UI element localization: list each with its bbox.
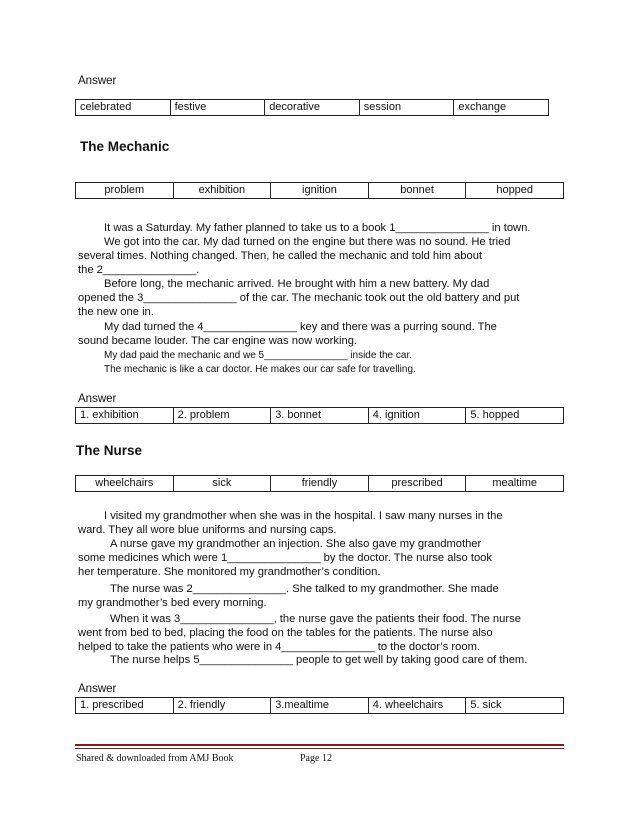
passage-line: some medicines which were 1_______________ by the doctor. The nurse also took	[78, 552, 492, 564]
answer-cell: 4. wheelchairs	[368, 698, 466, 714]
passage-line: The mechanic is like a car doctor. He makes our car safe for travelling.	[104, 364, 416, 375]
answer-cell: 2. problem	[173, 408, 271, 424]
answer-cell: 2. friendly	[173, 698, 271, 714]
word-cell: mealtime	[466, 476, 564, 492]
passage-line: We got into the car. My dad turned on the engine but there was no sound. He tried	[104, 236, 511, 248]
word-cell: exhibition	[173, 183, 271, 199]
answer-cell: 5. hopped	[466, 408, 564, 424]
word-cell: bonnet	[368, 183, 466, 199]
answer-cell: festive	[170, 100, 265, 116]
footer-source: Shared & downloaded from AMJ Book	[76, 753, 234, 764]
word-cell: prescribed	[368, 476, 466, 492]
nurse-word-bank	[75, 475, 564, 492]
answer-cell: celebrated	[76, 100, 171, 116]
answer-label-2: Answer	[78, 393, 117, 405]
nurse-answer-table	[75, 697, 564, 714]
passage-line: It was a Saturday. My father planned to take us to a book 1_______________ in town.	[104, 222, 531, 234]
passage-line: my grandmother’s bed every morning.	[78, 597, 267, 609]
passage-line: sound became louder. The car engine was now working.	[78, 335, 358, 347]
footer-page-number: Page 12	[300, 753, 332, 764]
answer-label-3: Answer	[78, 683, 117, 695]
footer-rule-thick	[75, 744, 564, 746]
answer-cell: 3.mealtime	[271, 698, 369, 714]
passage-line: Before long, the mechanic arrived. He brought with him a new battery. My dad	[104, 278, 490, 290]
passage-line: The nurse was 2_______________. She talked to my grandmother. She made	[110, 583, 499, 595]
passage-line: went from bed to bed, placing the food on the tables for the patients. The nurse also	[78, 627, 493, 639]
passage-line: The nurse helps 5_______________ people to get well by taking good care of them.	[110, 654, 528, 666]
passage-line: When it was 3_______________, the nurse gave the patients their food. The nurse	[110, 613, 521, 625]
word-cell: wheelchairs	[76, 476, 174, 492]
word-cell: problem	[76, 183, 174, 199]
answer-cell: 5. sick	[466, 698, 564, 714]
answer-cell: 1. prescribed	[76, 698, 174, 714]
word-cell: sick	[173, 476, 271, 492]
word-cell: ignition	[271, 183, 369, 199]
mechanic-answer-table	[75, 407, 564, 424]
passage-line: My dad turned the 4_______________ key and there was a purring sound. The	[104, 321, 497, 333]
passage-line: her temperature. She monitored my grandmother’s condition.	[78, 566, 381, 578]
answer-label-1: Answer	[78, 75, 117, 87]
passage-line: A nurse gave my grandmother an injection. She also gave my grandmother	[110, 538, 482, 550]
passage-line: helped to take the patients who were in 4_______________ to the doctor’s room.	[78, 641, 481, 653]
answer-cell: 4. ignition	[368, 408, 466, 424]
mechanic-word-bank	[75, 182, 564, 199]
passage-line: several times. Nothing changed. Then, he called the mechanic and told him about	[78, 250, 483, 262]
passage-line: My dad paid the mechanic and we 5_______________ inside the car.	[104, 350, 413, 361]
answer-table-1	[75, 99, 549, 116]
answer-cell: 3. bonnet	[271, 408, 369, 424]
word-cell: hopped	[466, 183, 564, 199]
answer-cell: exchange	[454, 100, 549, 116]
nurse-title: The Nurse	[76, 443, 143, 458]
passage-line: the new one in.	[78, 306, 154, 318]
footer-rule-thin	[75, 748, 564, 749]
mechanic-title: The Mechanic	[80, 139, 170, 154]
passage-line: the 2_______________.	[78, 264, 200, 276]
answer-cell: session	[359, 100, 454, 116]
passage-line: I visited my grandmother when she was in the hospital. I saw many nurses in the	[104, 510, 503, 522]
answer-cell: decorative	[265, 100, 360, 116]
word-cell: friendly	[271, 476, 369, 492]
passage-line: opened the 3_______________ of the car. The mechanic took out the old battery and put	[78, 292, 520, 304]
passage-line: ward. They all wore blue uniforms and nursing caps.	[78, 524, 337, 536]
answer-cell: 1. exhibition	[76, 408, 174, 424]
